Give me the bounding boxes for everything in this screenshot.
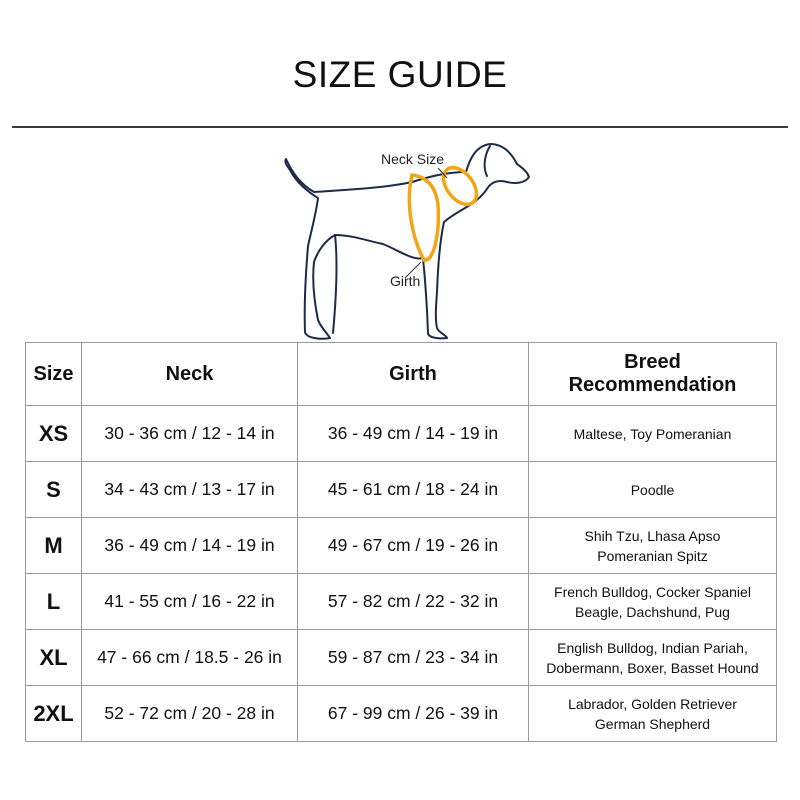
breed-line: Labrador, Golden Retriever	[568, 695, 737, 712]
girth-cell: 59 - 87 cm / 23 - 34 in	[298, 630, 529, 686]
size-cell: S	[26, 462, 82, 518]
breed-line: English Bulldog, Indian Pariah,	[557, 639, 748, 656]
breed-line: Dobermann, Boxer, Basset Hound	[546, 659, 759, 676]
neck-cell: 34 - 43 cm / 13 - 17 in	[82, 462, 298, 518]
table-header-row	[26, 343, 777, 406]
table-row	[26, 406, 777, 462]
breed-line: Shih Tzu, Lhasa Apso	[584, 527, 721, 544]
size-cell: M	[26, 518, 82, 574]
size-cell: L	[26, 574, 82, 630]
girth-label: Girth	[390, 273, 421, 289]
neck-cell: 52 - 72 cm / 20 - 28 in	[82, 686, 298, 742]
breed-cell	[529, 574, 777, 630]
dog-outline-icon	[285, 144, 529, 339]
girth-cell: 67 - 99 cm / 26 - 39 in	[298, 686, 529, 742]
neck-cell: 41 - 55 cm / 16 - 22 in	[82, 574, 298, 630]
table-row	[26, 630, 777, 686]
girth-cell: 45 - 61 cm / 18 - 24 in	[298, 462, 529, 518]
table-row	[26, 686, 777, 742]
girth-cell: 57 - 82 cm / 22 - 32 in	[298, 574, 529, 630]
table-row	[26, 574, 777, 630]
header-girth: Girth	[298, 343, 529, 406]
header-breed	[529, 343, 777, 406]
neck-cell: 30 - 36 cm / 12 - 14 in	[82, 406, 298, 462]
size-cell: XL	[26, 630, 82, 686]
page-title: SIZE GUIDE	[292, 54, 508, 95]
breed-line: Beagle, Dachshund, Pug	[575, 603, 730, 620]
neck-cell: 47 - 66 cm / 18.5 - 26 in	[82, 630, 298, 686]
size-cell: 2XL	[26, 686, 82, 742]
neck-size-label: Neck Size	[381, 151, 445, 167]
breed-cell	[529, 686, 777, 742]
breed-cell	[529, 462, 777, 518]
header-breed-line2: Recommendation	[568, 374, 737, 396]
table-row	[26, 518, 777, 574]
girth-cell: 49 - 67 cm / 19 - 26 in	[298, 518, 529, 574]
table-row	[26, 462, 777, 518]
size-cell: XS	[26, 406, 82, 462]
dog-measurement-diagram	[270, 138, 550, 343]
header-breed-line1: Breed	[624, 351, 681, 373]
breed-line: Pomeranian Spitz	[597, 547, 708, 564]
breed-line: Poodle	[630, 481, 675, 498]
breed-cell	[529, 406, 777, 462]
breed-line: German Shepherd	[594, 715, 711, 732]
breed-cell	[529, 518, 777, 574]
girth-strap-icon	[409, 175, 438, 260]
size-table	[25, 342, 777, 742]
breed-cell	[529, 630, 777, 686]
girth-cell: 36 - 49 cm / 14 - 19 in	[298, 406, 529, 462]
title-divider	[12, 126, 788, 128]
header-size: Size	[26, 343, 82, 406]
breed-line: Maltese, Toy Pomeranian	[573, 425, 732, 442]
neck-strap-icon	[437, 161, 483, 210]
header-neck: Neck	[82, 343, 298, 406]
breed-line: French Bulldog, Cocker Spaniel	[554, 583, 751, 600]
neck-cell: 36 - 49 cm / 14 - 19 in	[82, 518, 298, 574]
